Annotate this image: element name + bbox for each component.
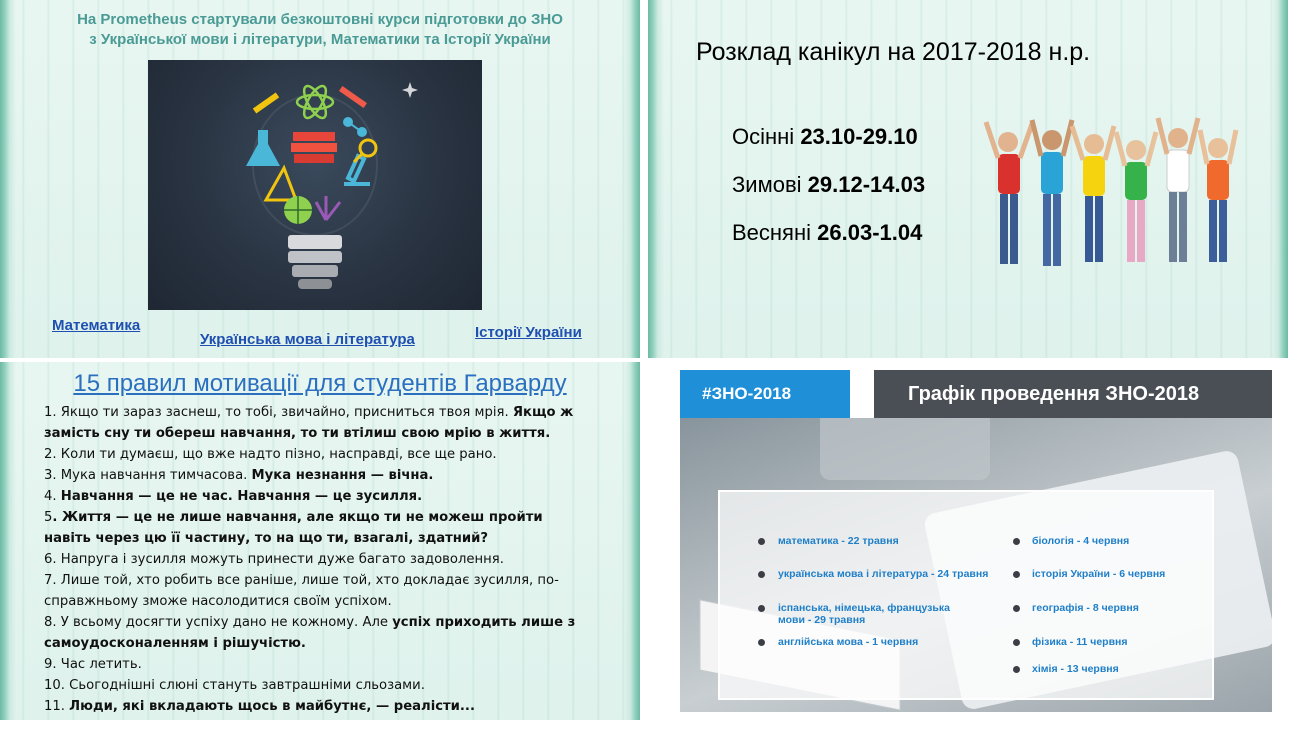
rule-text: 5 [44,510,53,525]
exam-item: хімія - 13 червня [1032,663,1119,675]
rule-item [44,486,592,507]
zno-schedule-panel [648,362,1288,720]
prometheus-title [40,10,600,50]
rule-text-bold: Навчання — це не час. Навчання — це зусилля. [60,489,423,504]
rule-text-bold: . Життя — це не лише навчання, але якщо ти не можеш пройти навіть через цю її частину, то на що ти, взагалі, здатний? [44,510,543,546]
banner-gap [850,370,874,418]
rule-text-bold: Люди, які вкладають щось в майбутнє, — реалісти... [69,699,475,714]
zno-tag: #ЗНО-2018 [680,370,850,418]
bullet-dot [1013,666,1020,673]
bullet-dot [758,571,765,578]
holiday-label: Зимові [732,172,802,197]
lightbulb-illustration [148,60,482,310]
exam-item: історія України - 6 червня [1032,568,1166,580]
education-lightbulb-image [148,60,482,310]
motivation-panel [0,362,640,720]
rule-text-bold: успіх приходить лише з самоудосконаленням і рішучістю. [44,615,576,651]
bullet-dot [1013,571,1020,578]
exam-dates-box [718,490,1214,700]
bullet-dot [1013,538,1020,545]
holidays-heading: Розклад канікул на 2017-2018 н.р. [696,38,1091,66]
exam-item: англійська мова - 1 червня [778,636,919,648]
holiday-dates: 23.10-29.10 [800,124,918,149]
title-line: На Prometheus стартували безкоштовні курси підготовки до ЗНО [77,11,563,28]
holidays-panel [648,0,1288,358]
rule-item [44,612,592,654]
rule-text: 3. Мука навчання тимчасова. [44,468,252,483]
rule-text-bold: Якщо ж замість сну ти обереш навчання, то ти втілиш свою мрію в життя. [44,405,574,441]
holiday-row [732,220,922,246]
holiday-row [732,172,925,198]
rule-text: 1. Якщо ти зараз заснеш, то тобі, звичайно, присниться твоя мрія. [44,405,513,420]
exam-item: фізика - 11 червня [1032,636,1128,648]
rule-item: 2. Коли ти думаєш, що вже надто пізно, насправді, все ще рано. [44,447,497,462]
holiday-dates: 26.03-1.04 [817,220,923,245]
rule-text: 11. [44,699,70,714]
panel-edge [624,362,640,720]
bullet-dot [1013,605,1020,612]
panel-edge [624,0,640,358]
title-line: з Української мови і літератури, Математики та Історії України [89,31,551,48]
rule-text-bold: Мука незнання — вічна. [251,468,434,483]
panel-edge [648,0,664,358]
exam-item: географія - 8 червня [1032,602,1139,614]
rule-item [44,696,592,717]
exam-item: математика - 22 травня [778,535,899,547]
bullet-dot [758,605,765,612]
rule-item [44,507,592,549]
bullet-dot [758,639,765,646]
rule-item: 9. Час летить. [44,657,142,672]
link-history[interactable]: Історії України [475,324,582,341]
exam-item: українська мова і література - 24 травня [778,568,989,580]
zno-banner-title: Графік проведення ЗНО-2018 [874,370,1272,418]
rules-list [44,402,592,717]
rule-item: 6. Напруга і зусилля можуть принести дуже багато задоволення. [44,552,504,567]
bullet-dot [758,538,765,545]
holiday-dates: 29.12-14.03 [807,172,926,197]
holiday-row [732,124,918,150]
panel-edge [0,362,16,720]
motivation-title: 15 правил мотивації для студентів Гарварду [73,370,567,397]
rule-item [44,465,592,486]
panel-edge [1272,0,1288,358]
exam-item: іспанська, німецька, французька мови - 29 травня [778,602,950,626]
holiday-label: Весняні [732,220,812,245]
link-math[interactable]: Математика [52,317,141,334]
zno-schedule-image [680,370,1272,712]
jumping-kids-image [980,112,1242,282]
rule-text: 4. [44,489,61,504]
rule-item [44,402,592,444]
exam-item: біологія - 4 червня [1032,535,1130,547]
holiday-label: Осінні [732,124,795,149]
link-ukrainian[interactable]: Українська мова і література [200,331,415,348]
rule-text: 8. У всьому досягти успіху дано не кожному. Але [44,615,393,630]
rule-item: 7. Лише той, хто робить все раніше, лише той, хто докладає зусилля, по-справжньому зможе насолодитися своїм успіхом. [44,573,559,609]
bullet-dot [1013,639,1020,646]
panel-edge [0,0,16,358]
prometheus-panel [0,0,640,358]
kids-illustration [980,112,1242,282]
rule-item: 10. Сьогоднішні слюні стануть завтрашніми сльозами. [44,678,425,693]
